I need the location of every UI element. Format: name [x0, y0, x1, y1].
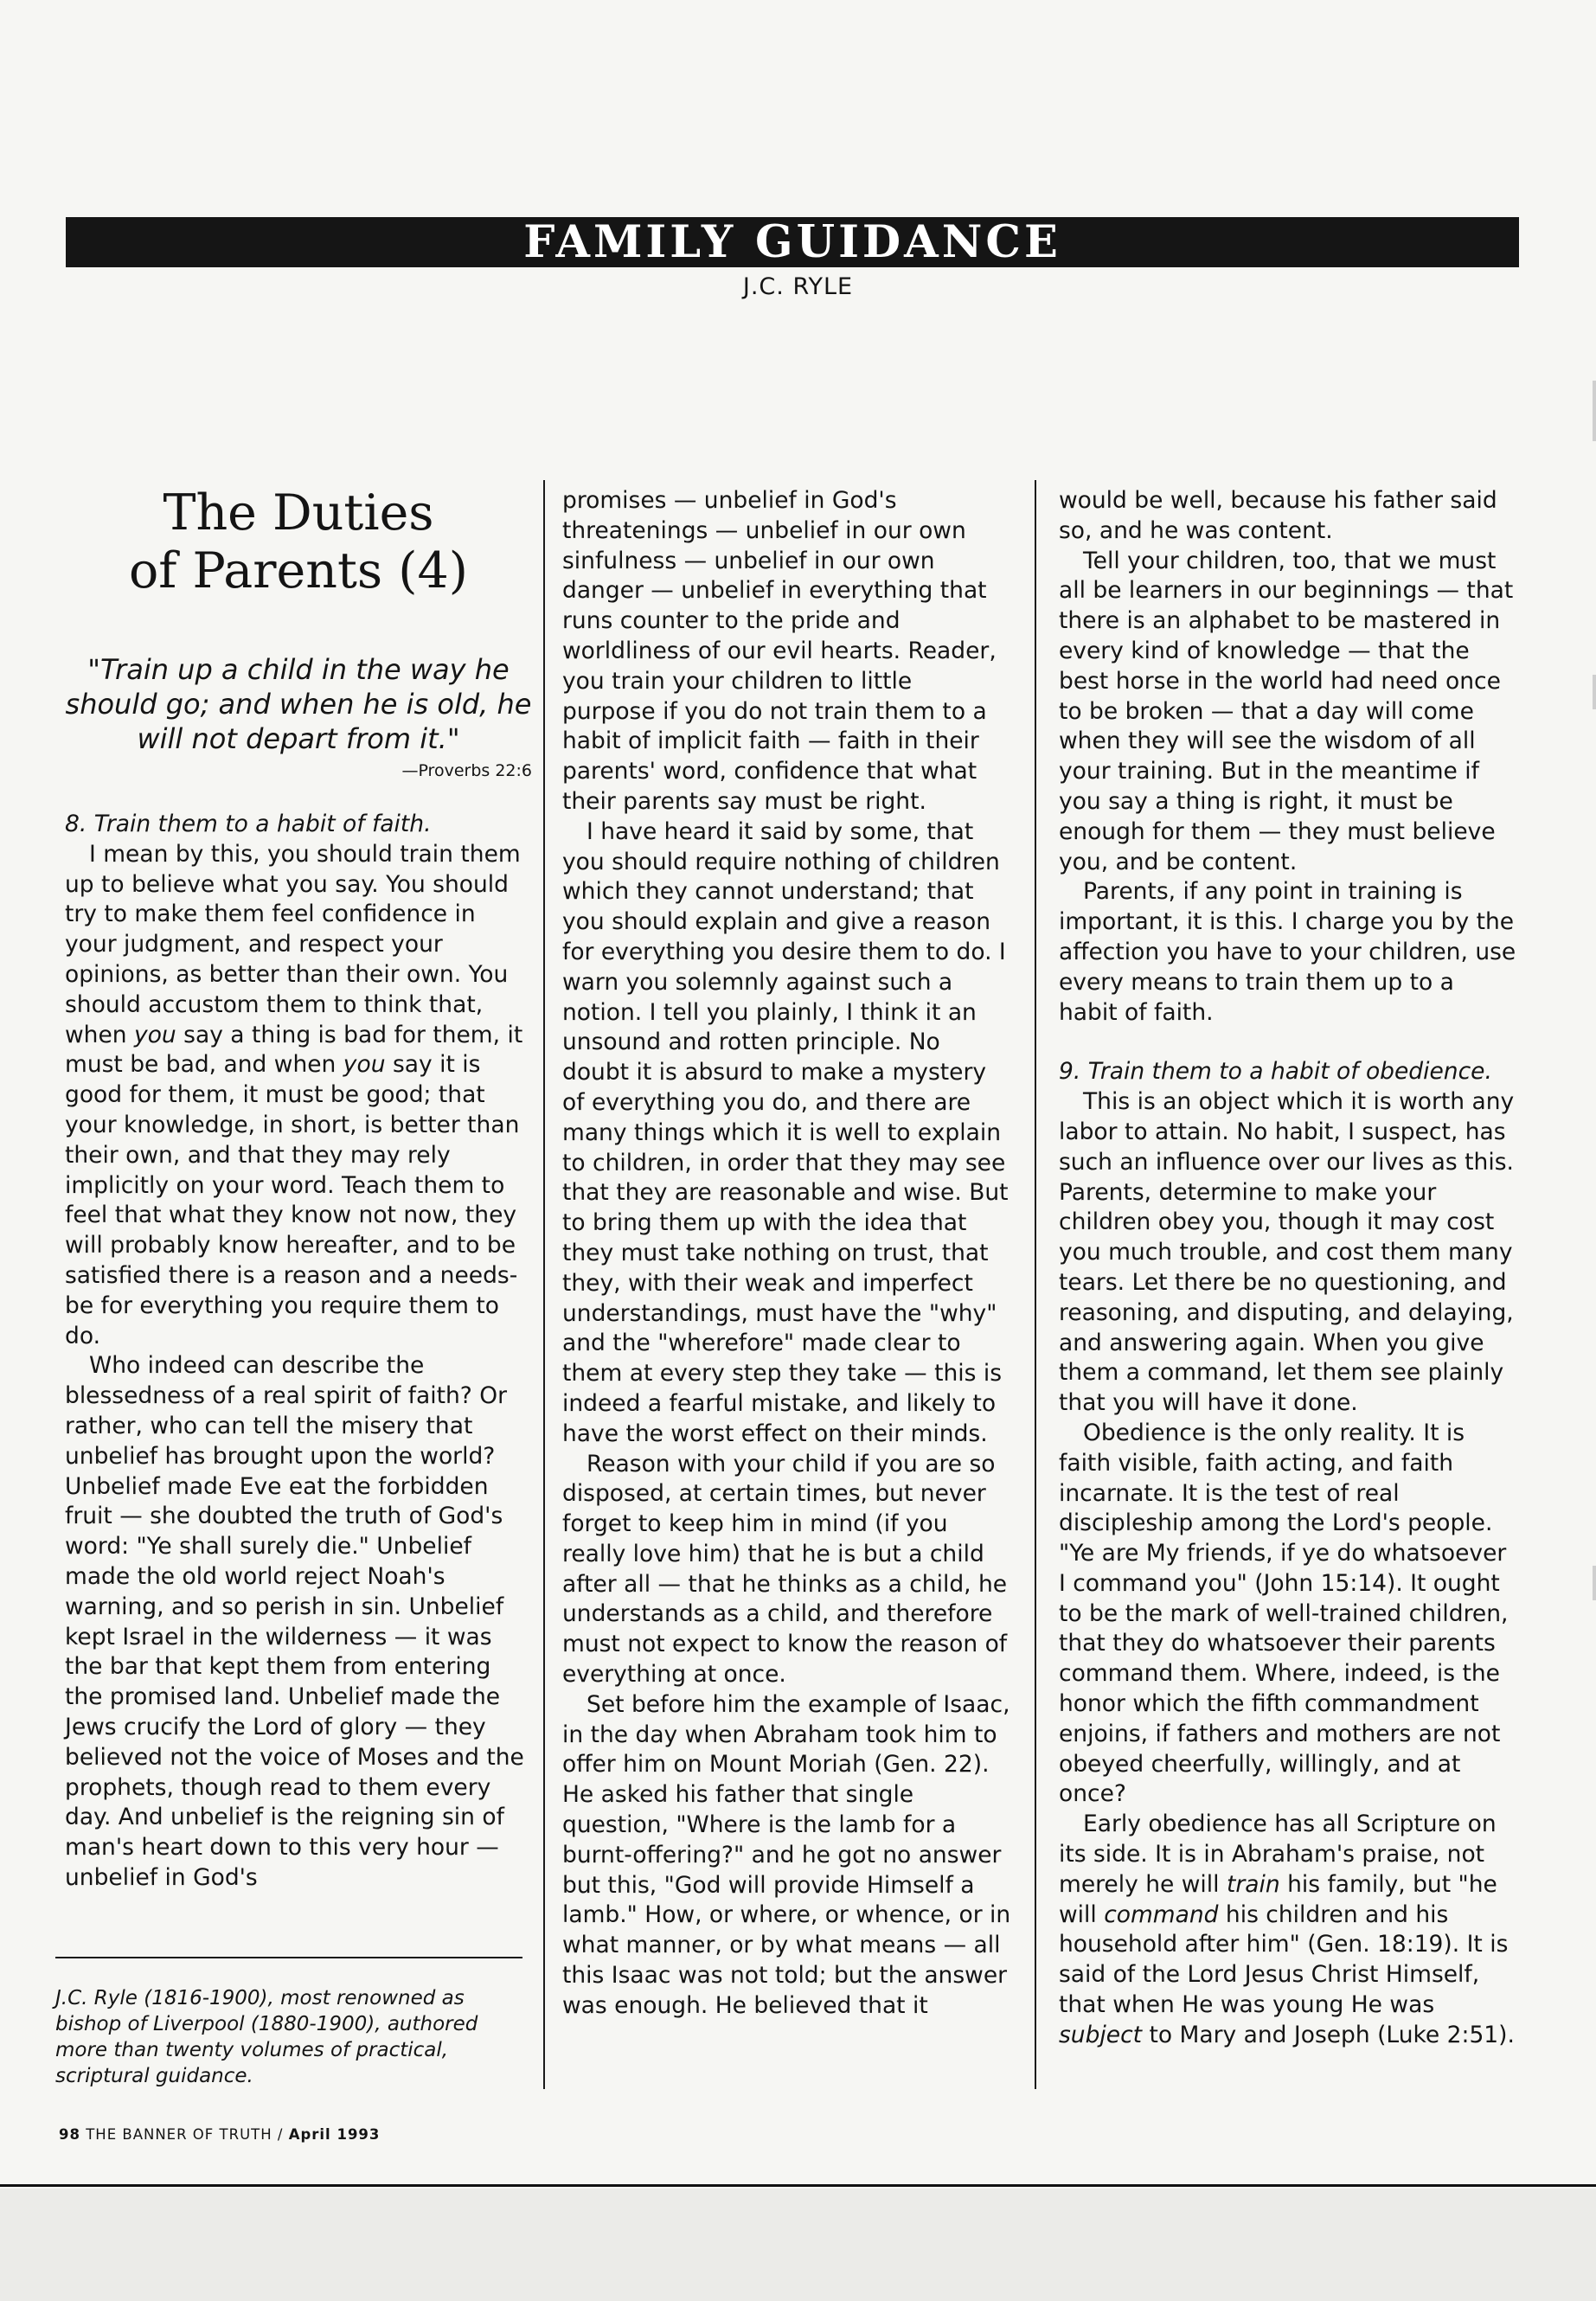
column-divider	[1035, 480, 1036, 2089]
scan-margin	[0, 2189, 1596, 2301]
article-title-line-1: The Duties	[163, 484, 434, 542]
scan-edge-mark	[1593, 381, 1596, 441]
footnote-divider	[55, 1957, 522, 1958]
column-3	[1059, 486, 1517, 2051]
page-bottom-rule	[0, 2184, 1596, 2187]
paragraph: Reason with your child if you are so disposed, at certain times, but never forget to keep him in mind (if you really love him) that he is but a child after all — that he thinks as a child, he understands as a child, and therefore must not expect to know the reason of everything at once.	[562, 1450, 1008, 1689]
author-name: J.C. RYLE	[742, 273, 854, 300]
paragraph: would be well, because his father said so, and he was content.	[1059, 487, 1497, 544]
article-title-line-2: of Parents (4)	[128, 542, 468, 599]
epigraph-reference: —Proverbs 22:6	[401, 761, 532, 780]
scan-edge-mark	[1593, 1566, 1596, 1600]
page-footer	[59, 2125, 380, 2145]
publication-name: THE BANNER OF TRUTH /	[86, 2126, 284, 2143]
paragraph: Obedience is the only reality. It is faith visible, faith acting, and faith incarnate. It is the test of real discipleship among the Lord's people. "Ye are My friends, if ye do whatsoever I command you" (John 15:14). It ought to be the mark of well-trained children, that they do whatsoever their parents command them. Where, indeed, is the honor which the fifth commandment enjoins, if fathers and mothers are not obeyed cheerfully, willingly, and at once?	[1059, 1419, 1509, 1808]
paragraph: Set before him the example of Isaac, in the day when Abraham took him to offer him on Mount Moriah (Gen. 22). He asked his father that single question, "Where is the lamb for a burnt-offering?" and he got no answer but this, "God will provide Himself a lamb." How, or where, or whence, or in what manner, or by what means — all this Isaac was not told; but the answer was enough. He believed that it	[562, 1690, 1011, 2019]
issue-date: April 1993	[288, 2126, 381, 2143]
paragraph: I mean by this, you should train them up to believe what you say. You should try to make them feel confidence in your judgment, and respect your opinions, as better than their own. You should accustom them to think that, when you say a thing is bad for them, it must be bad, and when you say it is good for them, it must be good; that your knowledge, in short, is better than their own, and that they may rely implicitly on your word. Teach them to feel that what they know not now, they will probably know hereafter, and to be satisfied there is a reason and a needs-be for everything you require them to do.	[65, 840, 523, 1349]
paragraph: Parents, if any point in training is important, it is this. I charge you by the affection you have to your children, use every means to train them up to a habit of faith.	[1059, 878, 1516, 1026]
section-heading-8: 8. Train them to a habit of faith.	[65, 811, 432, 837]
section-banner: FAMILY GUIDANCE	[66, 217, 1519, 267]
page-number: 98	[59, 2126, 80, 2143]
column-1	[65, 484, 532, 1894]
epigraph-quote: "Train up a child in the way he should go; and when he is old, he will not depart from it."	[65, 653, 532, 755]
author-footnote: J.C. Ryle (1816-1900), most renowned as bishop of Liverpool (1880-1900), authored more than twenty volumes of practical, scriptural guidance.	[55, 1987, 478, 2087]
paragraph: I have heard it said by some, that you should require nothing of children which they cannot understand; that you should explain and give a reason for everything you desire them to do. I warn you solemnly against such a notion. I tell you plainly, I think it an unsound and rotten principle. No doubt it is absurd to make a mystery of everything you do, and there are many things which it is well to explain to children, in order that they may see that they are reasonable and wise. But to bring them up with the idea that they must take nothing on trust, that they, with their weak and imperfect understandings, must have the "why" and the "wherefore" made clear to them at every step they take — this is indeed a fearful mistake, and likely to have the worst effect on their minds.	[562, 817, 1009, 1447]
paragraph: Tell your children, too, that we must all be learners in our beginnings — that there is an alphabet to be mastered in every kind of knowledge — that the best horse in the world had need once to be broken — that a day will come when they will see the wisdom of all your training. But in the meantime if you say a thing is right, it must be enough for them — they must believe you, and be content.	[1059, 547, 1514, 875]
section-heading-9: 9. Train them to a habit of obedience.	[1059, 1058, 1492, 1086]
paragraph: Early obedience has all Scripture on its side. It is in Abraham's praise, not merely he will train his family, but "he will command his children and his household after him" (Gen. 18:19). It is said of the Lord Jesus Christ Himself, that when He was young He was subject to Mary and Joseph (Luke 2:51).	[1059, 1811, 1515, 2048]
column-2	[562, 486, 1012, 2022]
article-title	[65, 484, 532, 600]
paragraph: This is an object which it is worth any labor to attain. No habit, I suspect, has such an influence over our lives as this. Parents, determine to make your children obey you, though it may cost you much trouble, and cost them many tears. Let there be no questioning, and reasoning, and disputing, and delaying, and answering again. When you give them a command, let them see plainly that you will have it done.	[1059, 1088, 1515, 1417]
column-divider	[543, 480, 545, 2089]
paragraph: Who indeed can describe the blessedness of a real spirit of faith? Or rather, who can tell the misery that unbelief has brought upon the world? Unbelief made Eve eat the forbidden fruit — she doubted the truth of God's word: "Ye shall surely die." Unbelief made the old world reject Noah's warning, and so perish in sin. Unbelief kept Israel in the wilderness — it was the bar that kept them from entering the promised land. Unbelief made the Jews crucify the Lord of glory — they believed not the voice of Moses and the prophets, though read to them every day. And unbelief is the reigning sin of man's heart down to this very hour — unbelief in God's	[65, 1352, 524, 1891]
paragraph: promises — unbelief in God's threatenings — unbelief in our own sinfulness — unbelief in our own danger — unbelief in everything that runs counter to the pride and worldliness of our evil hearts. Reader, you train your children to little purpose if you do not train them to a habit of implicit faith — faith in their parents' word, confidence that what their parents say must be right.	[562, 487, 997, 815]
scan-edge-mark	[1593, 675, 1596, 709]
